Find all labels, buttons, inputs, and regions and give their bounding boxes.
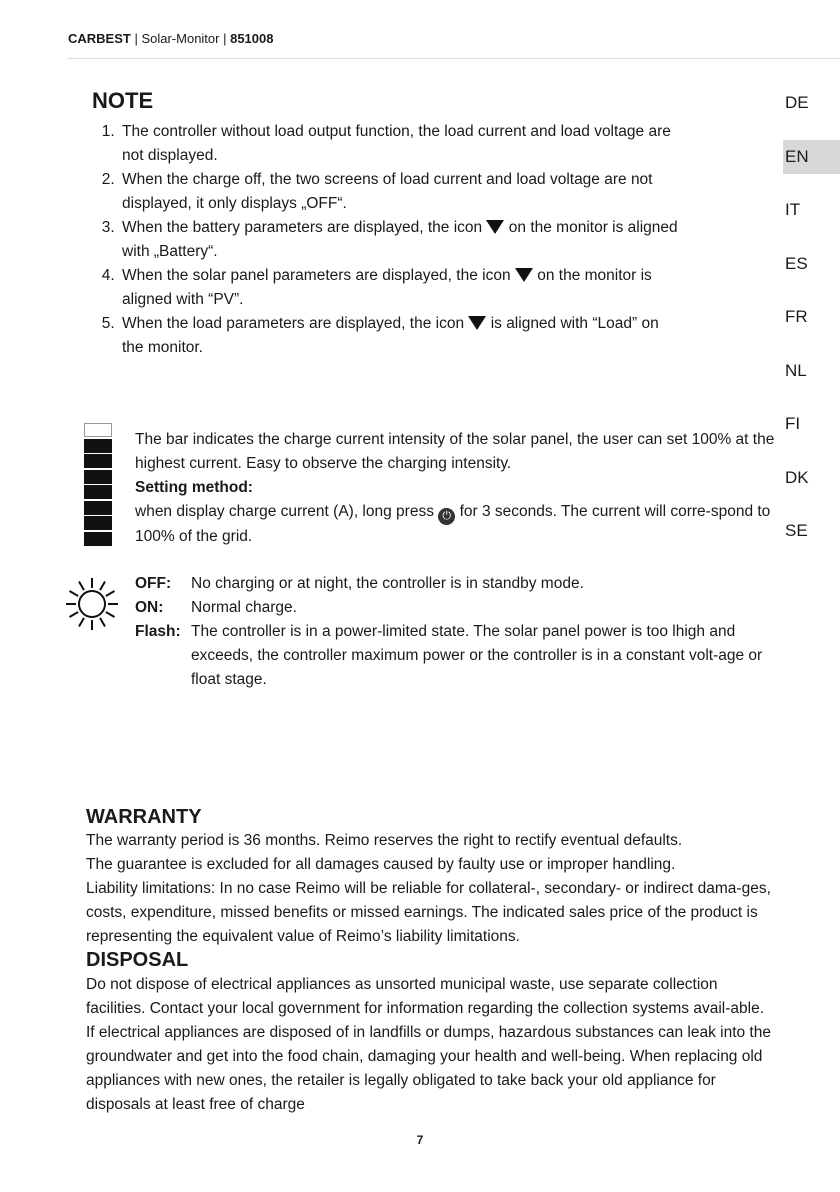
triangle-down-icon [468, 316, 486, 330]
sun-ray [79, 618, 84, 627]
sun-icon [64, 576, 120, 632]
triangle-down-icon [515, 268, 533, 282]
warranty-text [86, 829, 786, 949]
note-text: When the solar panel parameters are displayed, the icon [122, 267, 511, 284]
sun-ray [100, 618, 105, 627]
sun-ray [106, 612, 115, 617]
language-tab-se[interactable]: SE [785, 521, 808, 540]
note-text: When the charge off, the two screens of load current and load voltage are not displayed, it only displays „OFF“. [122, 171, 653, 212]
note-item [119, 168, 682, 216]
status-key: OFF: [135, 575, 172, 592]
warranty-line: The guarantee is excluded for all damages caused by faulty use or improper handling. [86, 856, 676, 873]
language-tab-dk[interactable]: DK [785, 467, 809, 487]
status-value: The controller is in a power-limited state. The solar panel power is too lhigh and exceeds, the controller maximum power or the controller is in a constant volt-age or float stage. [191, 623, 763, 688]
warranty-line: Liability limitations: In no case Reimo will be reliable for collateral-, secondary- or indirect dama-ges, costs, expenditure, missed benefits or missed earnings. The indicated sales price of the product is representing the equivalent value of Reimo’s liability limitations. [86, 880, 771, 945]
note-text-b: is aligned with “Load” on the monitor. [122, 315, 659, 356]
note-text: The controller without load output function, the load current and load voltage are not displayed. [122, 123, 671, 164]
language-tab-de[interactable]: DE [785, 93, 809, 112]
warranty-line: The warranty period is 36 months. Reimo reserves the right to rectify eventual defaults. [86, 832, 683, 849]
bar-segment [84, 485, 112, 499]
note-text-b: on the monitor is aligned with „Battery“. [122, 219, 678, 260]
status-row [135, 572, 775, 596]
setting-title: Setting method: [135, 479, 253, 496]
page-number: 7 [416, 1133, 424, 1147]
status-key: ON: [135, 599, 164, 616]
note-item [119, 216, 682, 264]
brand: CARBEST [68, 31, 131, 46]
language-tab-fr[interactable]: FR [785, 307, 808, 326]
language-tab-nl[interactable]: NL [785, 360, 807, 380]
sun-ray [69, 591, 78, 596]
status-key: Flash: [135, 623, 181, 640]
charge-bar-icon [84, 423, 112, 547]
bar-segment [84, 454, 112, 468]
note-item [119, 264, 682, 312]
warranty-title: WARRANTY [86, 806, 202, 828]
product-code: 851008 [230, 31, 274, 46]
note-title: NOTE [92, 88, 154, 113]
bar-segment [84, 532, 112, 546]
sun-ray [79, 581, 84, 590]
language-tab-es[interactable]: ES [785, 253, 808, 273]
note-text: When the load parameters are displayed, the icon [122, 315, 465, 332]
page-header: CARBEST | Solar-Monitor | 851008 [68, 31, 274, 46]
bar-description [135, 428, 775, 549]
bar-text: The bar indicates the charge current intensity of the solar panel, the user can set 100% at the highest current. Easy to observe the charging intensity. [135, 431, 775, 472]
language-tab-en[interactable]: EN [783, 140, 840, 174]
status-row [135, 620, 775, 692]
power-button-icon: ⏻ [438, 508, 455, 525]
disposal-text: Do not dispose of electrical appliances as unsorted municipal waste, use separate collection facilities. Contact your local government for information regarding the collection systems avail-able. If electrical appliances are disposed of in landfills or dumps, hazardous substances can leak into the groundwater and get into the food chain, damaging your health and well-being. When replacing old appliances with new ones, the retailer is legally obligated to take back your old appliance for disposals at least free of charge [86, 976, 771, 1113]
note-item [119, 120, 682, 168]
bar-segment [84, 516, 112, 530]
header-divider [67, 58, 840, 59]
note-text-b: on the monitor is aligned with “PV”. [122, 267, 652, 308]
sun-ray [106, 591, 115, 596]
status-value: Normal charge. [191, 599, 297, 616]
note-item [119, 312, 682, 360]
setting-text-a: when display charge current (A), long press [135, 503, 434, 520]
language-tab-it[interactable]: IT [785, 200, 801, 219]
bar-segment [84, 501, 112, 515]
status-row [135, 596, 775, 620]
sun-status-list [135, 572, 775, 692]
language-tab-fi[interactable]: FI [785, 414, 801, 433]
disposal-title: DISPOSAL [86, 949, 189, 971]
product-name: Solar-Monitor [141, 31, 220, 46]
triangle-down-icon [486, 220, 504, 234]
setting-text-b: for 3 seconds. The current will corre-spond to 100% of the grid. [135, 503, 771, 545]
status-value: No charging or at night, the controller is in standby mode. [191, 575, 584, 592]
sun-ray [69, 612, 78, 617]
note-list [92, 120, 682, 360]
note-text: When the battery parameters are displayed, the icon [122, 219, 483, 236]
setting-text [135, 500, 775, 549]
bar-segment [84, 423, 112, 437]
sun-ray [100, 581, 105, 590]
bar-segment [84, 439, 112, 453]
bar-segment [84, 470, 112, 484]
